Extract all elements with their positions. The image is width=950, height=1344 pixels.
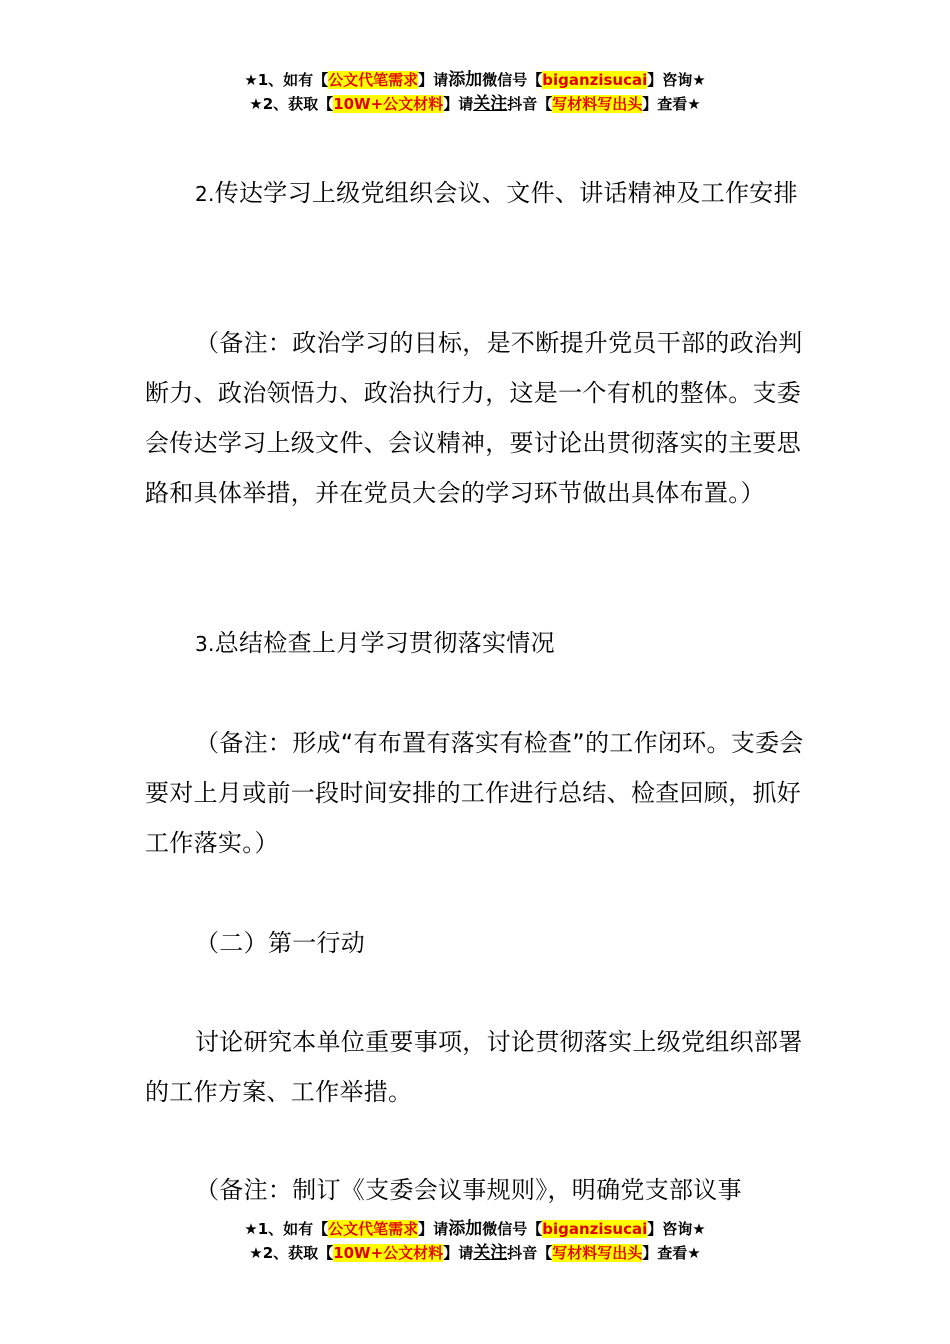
banner-emphasis: 关注 [473,94,508,114]
banner-highlight: biganzisucai [542,71,648,89]
banner-text: 微信号【 [482,1220,543,1238]
banner-text: 】查看★ [642,95,701,113]
banner-highlight: 写材料写出头 [552,95,643,113]
banner-emphasis: 添加 [448,1219,483,1239]
paragraph-text: （备注：政治学习的目标，是不断提升党员干部的政治判断力、政治领悟力、政治执行力，这是一个有机的整体。支委会传达学习上级文件、会议精神，要讨论出贯彻落实的主要思路和具体举措，并在党员大会的学习环节做出具体布置。） [145,329,803,507]
banner-highlight: 公文代笔需求 [328,71,419,89]
banner-text: ★1、如有【 [244,71,329,89]
banner-text: 】咨询★ [647,71,706,89]
subsection-title: （二）第一行动 [195,929,366,957]
banner-text: 抖音【 [507,1244,553,1262]
banner-emphasis: 关注 [473,1243,508,1263]
banner-highlight: 10W+公文材料 [333,1244,444,1262]
section-number: 3. [195,632,215,656]
banner-highlight: 公文代笔需求 [328,1220,419,1238]
section-title: 传达学习上级党组织会议、文件、讲话精神及工作安排 [214,179,798,207]
banner-text: ★1、如有【 [244,1220,329,1238]
section-number: 2. [195,182,215,206]
banner-text: 】咨询★ [647,1220,706,1238]
paragraph-text: （备注：形成“有布置有落实有检查”的工作闭环。支委会要对上月或前一段时间安排的工作进行总结、检查回顾，抓好工作落实。） [145,729,804,857]
section-heading-2 [145,168,810,219]
note-paragraph-1 [145,318,810,518]
banner-emphasis: 添加 [448,70,483,90]
section-heading-3 [145,618,810,669]
banner-text: ★2、获取【 [249,1244,334,1262]
note-paragraph-3 [145,1165,810,1215]
banner-line-2 [0,92,950,116]
banner-text: 】请 [418,1220,449,1238]
banner-text: 】请 [418,71,449,89]
paragraph-text: （备注：制订《支委会议事规则》，明确党支部议事 [195,1176,742,1204]
banner-text: ★2、获取【 [249,95,334,113]
banner-text: 】请 [443,1244,474,1262]
banner-highlight: 写材料写出头 [552,1244,643,1262]
banner-highlight: 10W+公文材料 [333,95,444,113]
banner-text: 抖音【 [507,95,553,113]
banner-line-1 [0,1217,950,1241]
banner-highlight: biganzisucai [542,1220,648,1238]
banner-text: 】请 [443,95,474,113]
section-title: 总结检查上月学习贯彻落实情况 [214,629,555,657]
banner-line-1 [0,68,950,92]
footer-banner [0,1217,950,1265]
body-paragraph [145,1017,810,1117]
paragraph-text: 讨论研究本单位重要事项，讨论贯彻落实上级党组织部署的工作方案、工作举措。 [145,1028,803,1106]
header-banner [0,68,950,116]
banner-text: 微信号【 [482,71,543,89]
note-paragraph-2 [145,718,810,868]
subsection-heading [145,918,810,968]
banner-text: 】查看★ [642,1244,701,1262]
banner-line-2 [0,1241,950,1265]
